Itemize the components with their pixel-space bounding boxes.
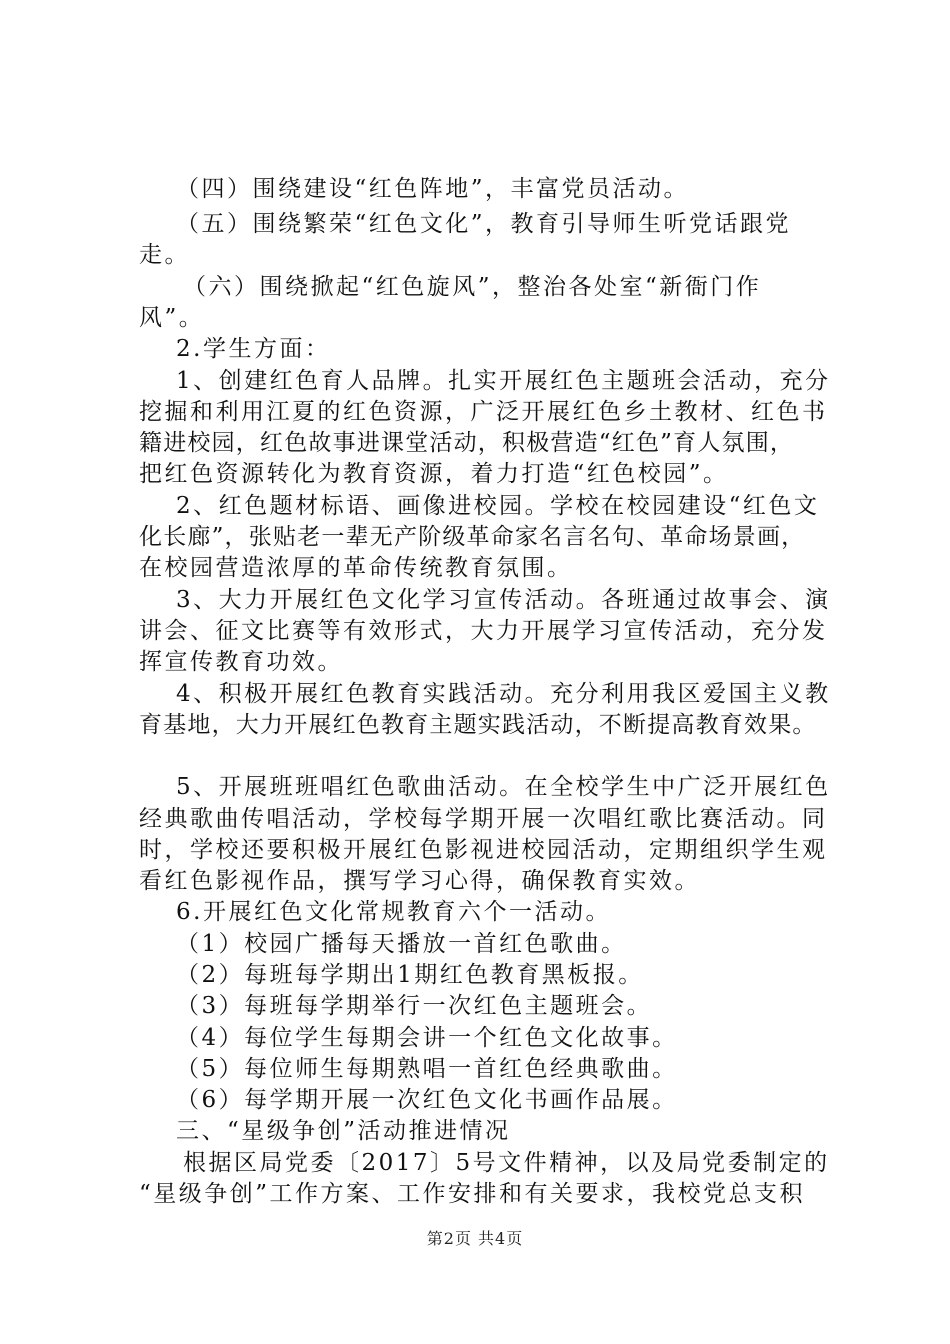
- paragraph-line: “星级争创”工作方案、工作安排和有关要求，我校党总支积: [139, 1181, 806, 1207]
- paragraph-line: （四）围绕建设“红色阵地”，丰富党员活动。: [176, 176, 690, 202]
- paragraph-line: 化长廊”，张贴老一辈无产阶级革命家名言名句、革命场景画，: [139, 524, 806, 550]
- paragraph-line: 经典歌曲传唱活动，学校每学期开展一次唱红歌比赛活动。同: [139, 806, 828, 832]
- paragraph-line: 籍进校园，红色故事进课堂活动，积极营造“红色”育人氛围，: [139, 430, 795, 456]
- list-item: （2）每班每学期出1期红色教育黑板报。: [176, 962, 644, 988]
- paragraph-line: 根据区局党委〔2017〕5号文件精神，以及局党委制定的: [183, 1150, 830, 1176]
- paragraph-line: 风”。: [139, 305, 205, 331]
- list-item: （6）每学期开展一次红色文化书画作品展。: [176, 1087, 678, 1113]
- paragraph-line: （六）围绕掀起“红色旋风”，整治各处室“新衙门作: [183, 274, 762, 300]
- list-item: （3）每班每学期举行一次红色主题班会。: [176, 993, 653, 1019]
- paragraph-line: 时，学校还要积极开展红色影视进校园活动，定期组织学生观: [139, 837, 828, 863]
- paragraph-line: 育基地，大力开展红色教育主题实践活动，不断提高教育效果。: [139, 712, 817, 738]
- paragraph-line: 讲会、征文比赛等有效形式，大力开展学习宣传活动，充分发: [139, 618, 828, 644]
- paragraph-line: 把红色资源转化为教育资源，着力打造“红色校园”。: [139, 461, 729, 487]
- paragraph-line: 挥宣传教育功效。: [139, 649, 343, 675]
- paragraph-line: 挖掘和利用江夏的红色资源，广泛开展红色乡土教材、红色书: [139, 399, 828, 425]
- paragraph-line: 1、创建红色育人品牌。扎实开展红色主题班会活动，充分: [176, 368, 831, 394]
- list-item: （5）每位师生每期熟唱一首红色经典歌曲。: [176, 1056, 678, 1082]
- paragraph-line: 5、开展班班唱红色歌曲活动。在全校学生中广泛开展红色: [176, 774, 831, 800]
- paragraph-line: 4、积极开展红色教育实践活动。充分利用我区爱国主义教: [176, 681, 831, 707]
- section-heading: 6.开展红色文化常规教育六个一活动。: [176, 899, 611, 925]
- paragraph-line: 2、红色题材标语、画像进校园。学校在校园建设“红色文: [176, 493, 820, 519]
- paragraph-line: 看红色影视作品，撰写学习心得，确保教育实效。: [139, 868, 700, 894]
- paragraph-line: 3、大力开展红色文化学习宣传活动。各班通过故事会、演: [176, 587, 831, 613]
- paragraph-line: （五）围绕繁荣“红色文化”，教育引导师生听党话跟党: [176, 211, 792, 237]
- section-heading: 三、“星级争创”活动推进情况: [176, 1118, 511, 1144]
- paragraph-line: 走。: [139, 242, 190, 268]
- list-item: （1）校园广播每天播放一首红色歌曲。: [176, 931, 627, 957]
- section-heading: 2.学生方面：: [176, 336, 331, 362]
- paragraph-line: 在校园营造浓厚的革命传统教育氛围。: [139, 555, 573, 581]
- list-item: （4）每位学生每期会讲一个红色文化故事。: [176, 1025, 678, 1051]
- page-footer: 第2页 共4页: [426, 1229, 524, 1248]
